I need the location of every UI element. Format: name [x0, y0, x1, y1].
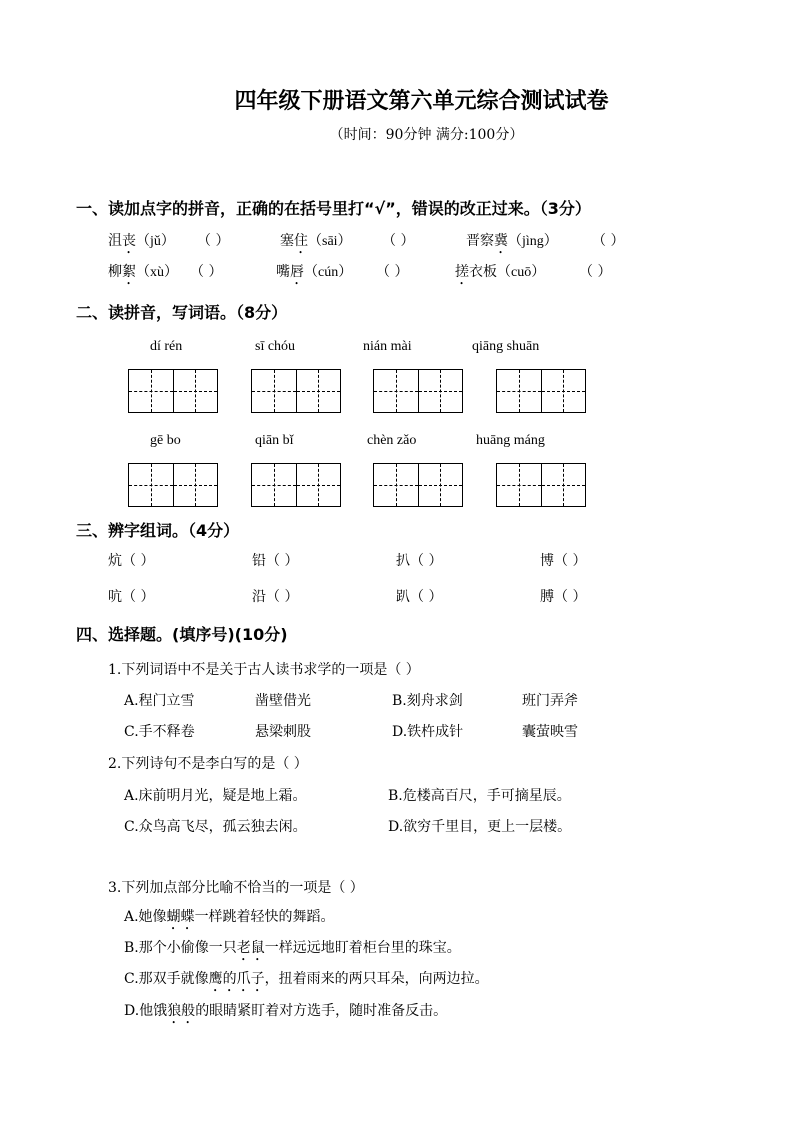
q1-option-c-2: 悬梁刺股	[255, 724, 311, 740]
q3-a-pre: A.她像	[124, 909, 167, 925]
s1-item-1-pinyin: （jǔ）	[136, 234, 175, 249]
q1-option-a[interactable]: A.程门立雪	[124, 693, 195, 709]
q3-c-pre: C.那双手就像	[124, 971, 209, 987]
s3-word-3[interactable]: 扒（ ）	[396, 553, 443, 569]
s1-item-6-blank[interactable]: （ ）	[579, 264, 612, 280]
q3-a-dotted: 蝴蝶	[166, 909, 195, 925]
q3-d-post: 的眼睛紧盯着对方选手，随时准备反击。	[195, 1003, 448, 1019]
q3-option-a[interactable]	[124, 906, 335, 933]
section-3-heading: 三、辨字组词。（4分）	[76, 521, 240, 540]
exam-time-score: （时间：90分钟 满分:100分）	[329, 127, 524, 143]
s1-item-3-dotted: 冀	[494, 233, 508, 249]
s1-item-1-pre: 沮	[108, 233, 122, 249]
writing-grid-8[interactable]	[496, 463, 586, 507]
q3-option-d[interactable]	[124, 1000, 447, 1027]
s1-item-1-dotted: 丧	[122, 233, 136, 249]
s1-item-3-pinyin: （jìng）	[508, 234, 558, 249]
q3-d-pre: D.他饿	[124, 1003, 168, 1019]
s1-item-5	[276, 261, 352, 288]
s3-word-2[interactable]: 铅（ ）	[252, 553, 299, 569]
s1-item-4-pre: 柳	[108, 264, 122, 280]
writing-grid-5[interactable]	[128, 463, 218, 507]
s2-pinyin-8: huāng máng	[476, 433, 545, 448]
s1-item-4-pinyin: （xù）	[136, 265, 178, 280]
writing-grid-1[interactable]	[128, 369, 218, 413]
s3-word-6[interactable]: 沿（ ）	[252, 589, 299, 605]
q3-b-dotted: 老鼠	[236, 940, 265, 956]
s3-word-7[interactable]: 趴（ ）	[396, 589, 443, 605]
q1-option-c[interactable]: C.手不释卷	[124, 724, 195, 740]
q3-b-pre: B.那个小偷像一只	[124, 940, 237, 956]
s2-pinyin-2: sī chóu	[255, 339, 296, 354]
section-1-heading: 一、读加点字的拼音，正确的在括号里打“√”，错误的改正过来。（3分）	[76, 199, 591, 218]
s1-item-3-blank[interactable]: （ ）	[592, 233, 625, 249]
s1-item-2-dotted: 住	[294, 233, 308, 249]
page-title: 四年级下册语文第六单元综合测试试卷	[234, 89, 609, 114]
s1-item-2	[280, 230, 352, 257]
s1-item-1	[108, 230, 175, 257]
s1-item-3-pre: 晋察	[466, 233, 494, 249]
s1-item-4-dotted: 絮	[122, 264, 136, 280]
q3-d-dotted: 狼般	[167, 1003, 196, 1019]
q3-option-b[interactable]	[124, 937, 461, 964]
s1-item-2-blank[interactable]: （ ）	[382, 233, 415, 249]
q1-option-b-2: 班门弄斧	[522, 693, 578, 709]
s1-item-3	[466, 230, 558, 257]
q2-option-a[interactable]: A.床前明月光，疑是地上霜。	[124, 788, 307, 804]
s1-item-4	[108, 261, 178, 288]
q3-option-c[interactable]	[124, 968, 489, 995]
s2-pinyin-1: dí rén	[150, 339, 183, 354]
s1-item-5-pinyin: （cún）	[304, 265, 353, 280]
q2-option-c[interactable]: C.众鸟高飞尽，孤云独去闲。	[124, 819, 307, 835]
s2-pinyin-7: chèn zǎo	[367, 433, 417, 448]
s3-word-5[interactable]: 吭（ ）	[108, 589, 155, 605]
s1-item-2-pinyin: （sāi）	[308, 234, 352, 249]
writing-grid-7[interactable]	[373, 463, 463, 507]
s1-item-4-blank[interactable]: （ ）	[190, 264, 223, 280]
writing-grid-2[interactable]	[251, 369, 341, 413]
q3-stem: 3.下列加点部分比喻不恰当的一项是（ ）	[108, 880, 364, 896]
s1-item-5-blank[interactable]: （ ）	[376, 264, 409, 280]
q3-c-post: ，扭着雨来的两只耳朵，向两边拉。	[264, 971, 489, 987]
q3-a-post: 一样跳着轻快的舞蹈。	[194, 909, 335, 925]
writing-grid-6[interactable]	[251, 463, 341, 507]
writing-grid-4[interactable]	[496, 369, 586, 413]
section-4-heading: 四、选择题。(填序号)(10分)	[76, 625, 288, 644]
q1-stem: 1.下列词语中不是关于古人读书求学的一项是（ ）	[108, 662, 420, 678]
s1-item-6-dotted: 搓	[455, 264, 469, 280]
s2-pinyin-4: qiāng shuān	[472, 339, 540, 354]
q3-c-dotted: 鹰的爪子	[208, 971, 265, 987]
q1-option-d[interactable]: D.铁杵成针	[392, 724, 464, 740]
s1-item-6-post: 衣板	[469, 264, 497, 280]
s1-item-6-pinyin: （cuō）	[497, 265, 546, 280]
writing-grid-3[interactable]	[373, 369, 463, 413]
s3-word-8[interactable]: 膊（ ）	[540, 589, 587, 605]
q1-option-b[interactable]: B.刻舟求剑	[392, 693, 463, 709]
q1-option-a-2: 凿壁借光	[255, 693, 311, 709]
s2-pinyin-6: qiān bǐ	[255, 433, 294, 448]
s3-word-4[interactable]: 博（ ）	[540, 553, 587, 569]
s2-pinyin-5: gē bo	[150, 433, 181, 448]
q3-b-post: 一样远远地盯着柜台里的珠宝。	[264, 940, 461, 956]
s1-item-5-dotted: 唇	[290, 264, 304, 280]
section-2-heading: 二、读拼音，写词语。（8分）	[76, 303, 288, 322]
q2-stem: 2.下列诗句不是李白写的是（ ）	[108, 756, 308, 772]
s1-item-2-pre: 塞	[280, 233, 294, 249]
s1-item-1-blank[interactable]: （ ）	[197, 233, 230, 249]
s3-word-1[interactable]: 炕（ ）	[108, 553, 155, 569]
q2-option-b[interactable]: B.危楼高百尺，手可摘星辰。	[388, 788, 571, 804]
s2-pinyin-3: nián mài	[363, 339, 412, 354]
s1-item-5-pre: 嘴	[276, 264, 290, 280]
q1-option-d-2: 囊萤映雪	[522, 724, 578, 740]
s1-item-6	[455, 261, 545, 288]
q2-option-d[interactable]: D.欲穷千里目，更上一层楼。	[388, 819, 572, 835]
